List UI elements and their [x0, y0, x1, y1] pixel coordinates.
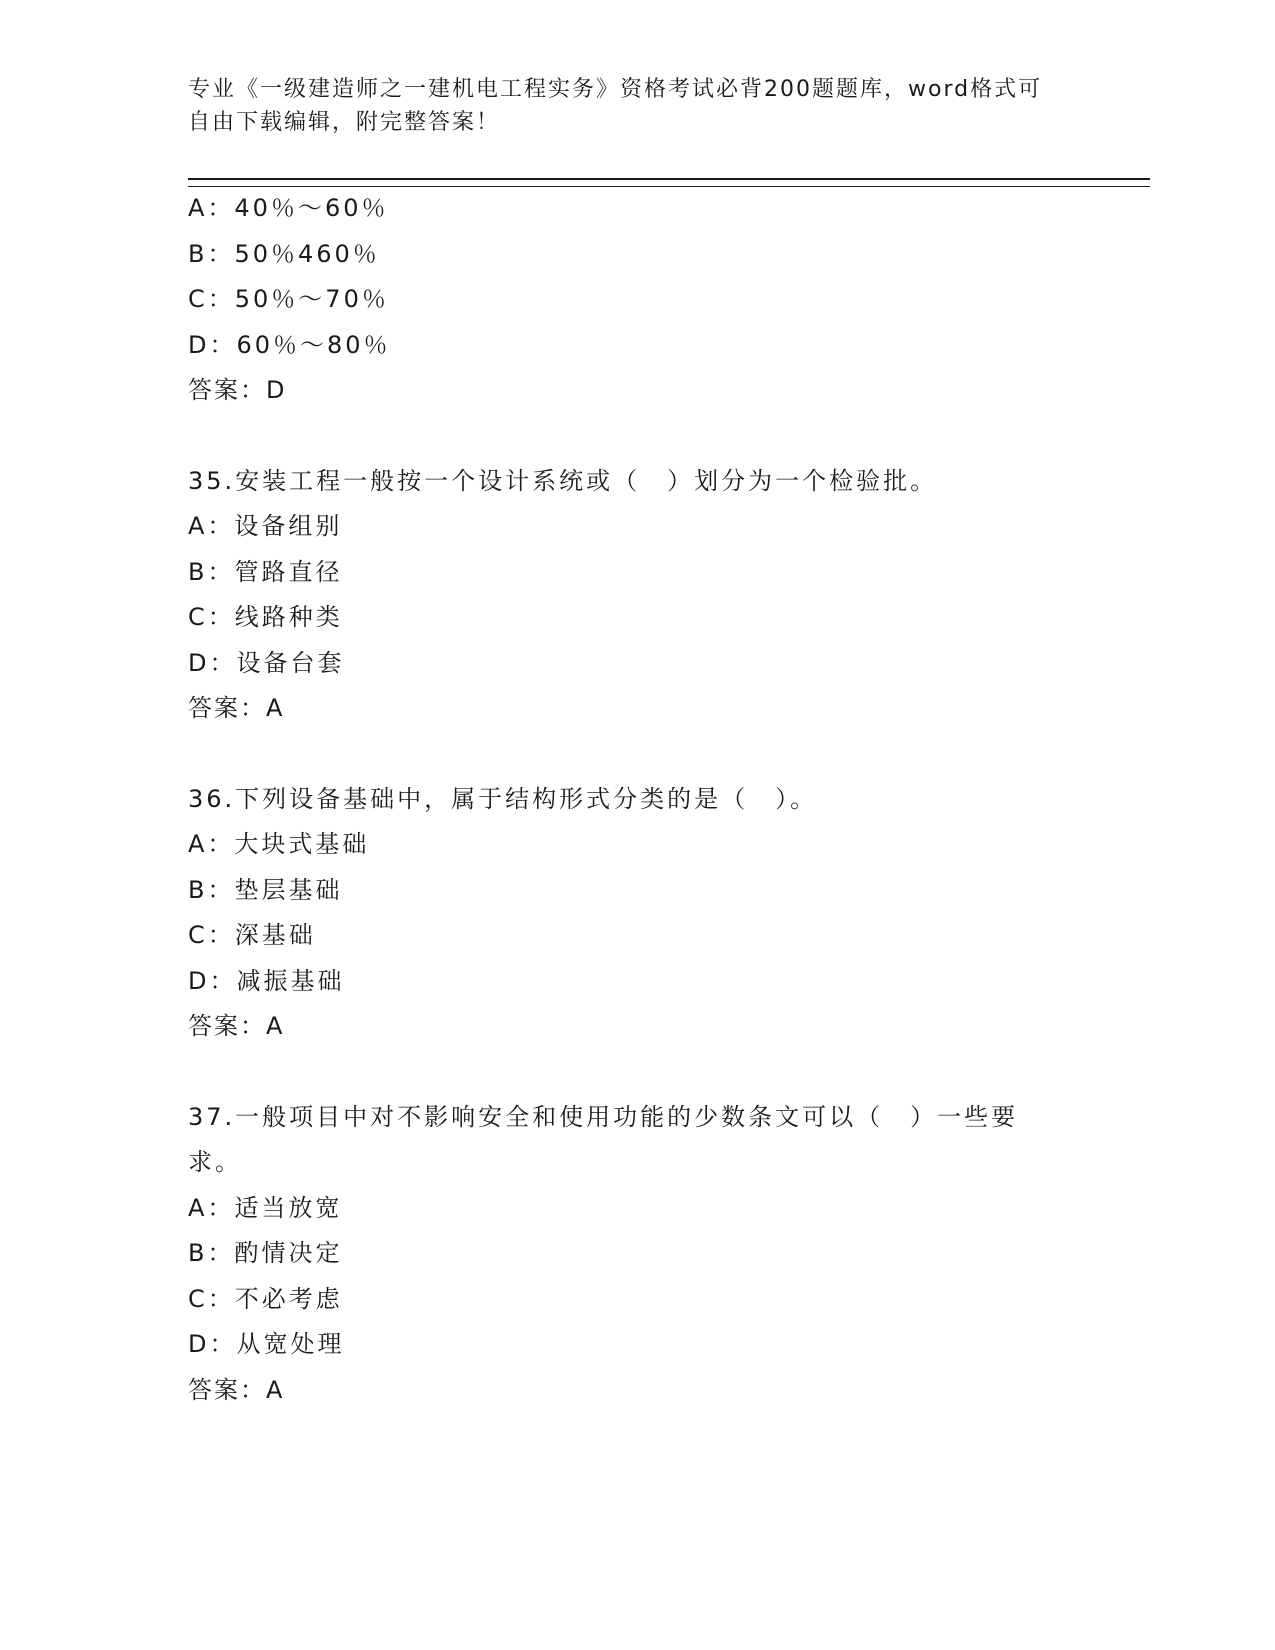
spacer [188, 1050, 1088, 1095]
answer: 答案：A [188, 1012, 285, 1040]
option-a: A：40％～60％ [188, 194, 389, 222]
option-a: A：适当放宽 [188, 1193, 343, 1222]
option-d: D：减振基础 [188, 966, 345, 995]
document-header [188, 73, 1068, 139]
question-text: 36.下列设备基础中，属于结构形式分类的是（ ）。 [188, 784, 818, 813]
question-37 [188, 1095, 1088, 1414]
question-34 [188, 186, 1088, 414]
option-d: D：设备台套 [188, 648, 345, 677]
question-list [188, 186, 1088, 1413]
header-line-1: 专业《一级建造师之一建机电工程实务》资格考试必背200题题库，word格式可 [188, 77, 1043, 102]
question-text-line-2: 求。 [188, 1148, 242, 1176]
option-a: A：设备组别 [188, 512, 343, 540]
header-line-2: 自由下载编辑，附完整答案！ [188, 110, 501, 135]
answer: 答案：D [188, 376, 287, 404]
question-35 [188, 459, 1088, 732]
option-d: D：从宽处理 [188, 1330, 345, 1358]
option-c: C：线路种类 [188, 603, 343, 631]
answer: 答案：A [188, 1375, 285, 1404]
spacer [188, 414, 1088, 459]
question-36 [188, 777, 1088, 1050]
option-b: B：管路直径 [188, 557, 343, 586]
option-c: C：不必考虑 [188, 1284, 343, 1313]
spacer [188, 732, 1088, 777]
answer: 答案：A [188, 694, 285, 722]
option-c: C：深基础 [188, 921, 316, 949]
option-b: B：50％460％ [188, 239, 380, 268]
option-d: D：60％～80％ [188, 330, 391, 359]
question-text-line-1: 37.一般项目中对不影响安全和使用功能的少数条文可以（ ）一些要 [188, 1102, 1019, 1131]
option-b: B：酌情决定 [188, 1239, 343, 1267]
option-a: A：大块式基础 [188, 830, 370, 858]
question-text: 35.安装工程一般按一个设计系统或（ ）划分为一个检验批。 [188, 466, 938, 495]
option-b: B：垫层基础 [188, 875, 343, 904]
option-c: C：50％～70％ [188, 285, 389, 313]
